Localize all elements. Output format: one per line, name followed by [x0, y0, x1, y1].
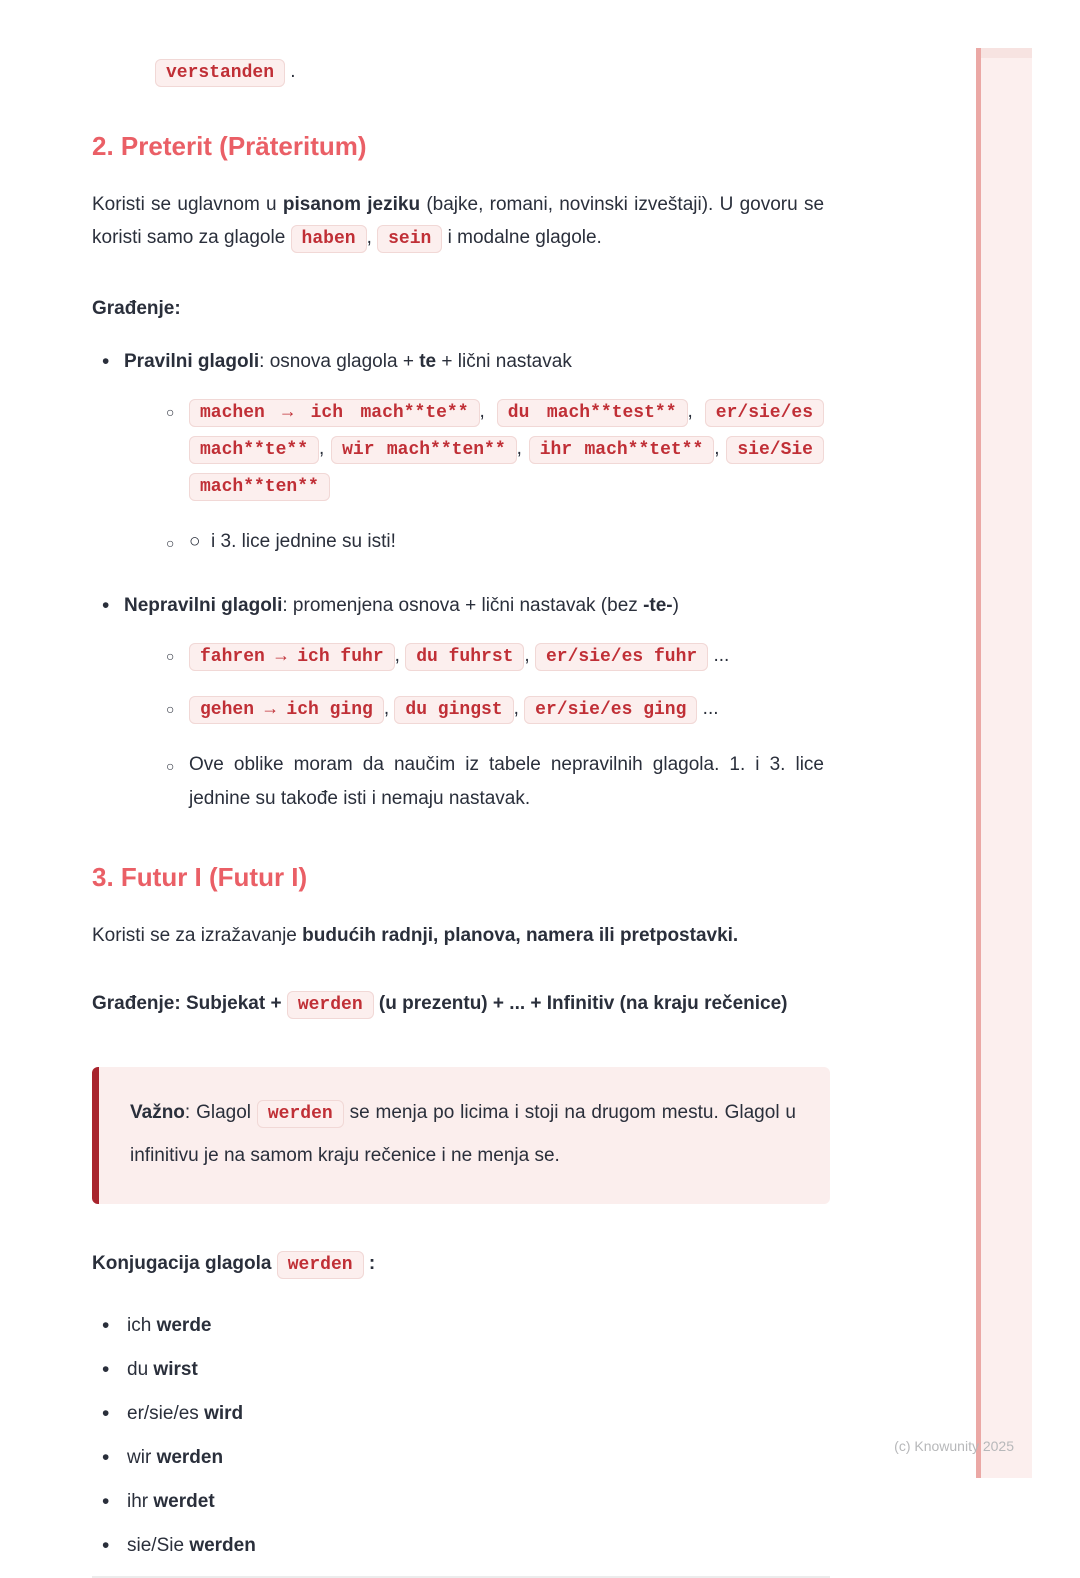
list-item-machen-conjugation: ○ machen → ich mach**te** , du mach**test** , er/sie/es mach**te** , wir mach**ten** , ihr mach**tet** , sie/Sie mach**ten** — [124, 394, 824, 505]
bold-text: Građenje: Subjekat + — [92, 993, 287, 1014]
list-item-nepravilni-glagoli — [92, 589, 824, 816]
list-item-nepravilni-note: ○ Ove oblike moram da naučim iz tabele nepravilnih glagola. 1. i 3. lice jednine su takođe isti i nemaju nastavak. — [124, 748, 824, 816]
list-item-ich-werde: • ich werde — [92, 1309, 824, 1342]
section-heading-preterit: 2. Preterit (Präteritum) — [92, 131, 367, 161]
bold-text: wird — [204, 1403, 244, 1424]
bold-text: Pravilni glagoli — [124, 351, 260, 372]
list-item-wir-werden: • wir werden — [92, 1441, 824, 1474]
section-heading-futur: 3. Futur I (Futur I) — [92, 862, 308, 892]
gradjenje-label: Građenje: — [92, 298, 181, 319]
list-item-pravilni-note: ○ ○ i 3. lice jednine su isti! — [124, 525, 824, 559]
bold-text: : — [363, 1253, 376, 1274]
important-callout — [92, 1067, 830, 1204]
pravilni-sublist — [124, 394, 824, 559]
code-chip: verstanden — [155, 59, 285, 87]
futur-intro-paragraph: Koristi se za izražavanje budućih radnji, planova, namera ili pretpostavki. — [92, 925, 739, 946]
nepravilni-sublist — [124, 638, 824, 816]
list-item-er-sie-es-wird: • er/sie/es wird — [92, 1397, 824, 1430]
callout-text: Važno: Glagol werden se menja po licima i stoji na drugom mestu. Glagol u infinitivu je na samom kraju rečenice i ne menja se. — [130, 1102, 796, 1166]
bold-text: (u prezentu) + ... + Infinitiv (na kraju rečenice) — [373, 993, 788, 1014]
bold-text: Nepravilni glagoli — [124, 595, 283, 616]
code-chip: fahren → ich fuhr — [189, 643, 395, 671]
konjugacija-list — [92, 1309, 824, 1562]
code-chip: du gingst — [394, 696, 513, 724]
bold-text: te — [419, 351, 437, 372]
document-content — [92, 0, 824, 1578]
code-chip: du mach**test** — [497, 399, 688, 427]
bold-text: werden — [189, 1535, 256, 1556]
bold-text: Konjugacija glagola — [92, 1253, 277, 1274]
list-continuation-line: verstanden . — [92, 0, 824, 91]
code-chip: er/sie/es fuhr — [535, 643, 708, 671]
code-chip: haben — [291, 225, 367, 253]
code-chip: gehen → ich ging — [189, 696, 384, 724]
list-item-pravilni-glagoli — [92, 345, 824, 559]
list-item-du-wirst: • du wirst — [92, 1353, 824, 1386]
code-chip: sein — [377, 225, 442, 253]
bold-text: werden — [156, 1447, 224, 1468]
code-chip: er/sie/es ging — [524, 696, 697, 724]
bold-text: budućih radnji, planova, namera ili pretpostavki. — [302, 925, 739, 946]
code-chip: werden — [277, 1251, 364, 1279]
nepravilni-title: Nepravilni glagoli: promenjena osnova + lični nastavak (bez -te-) — [124, 595, 679, 616]
bold-text: werde — [156, 1315, 212, 1336]
list-item-fahren-conjugation: ○ fahren → ich fuhr , du fuhrst , er/sie/es fuhr ... — [124, 638, 824, 675]
page-margin-strip — [981, 48, 1032, 1478]
konjugacija-title — [92, 1242, 824, 1287]
code-chip: wir mach**ten** — [331, 436, 517, 464]
code-chip: werden — [257, 1100, 344, 1128]
list-item-gehen-conjugation: ○ gehen → ich ging , du gingst , er/sie/es ging ... — [124, 691, 824, 728]
pravilni-title: Pravilni glagoli: osnova glagola + te + lični nastavak — [124, 351, 572, 372]
preterit-list — [92, 345, 824, 816]
bold-text: Važno — [130, 1102, 185, 1123]
list-item-sie-Sie-werden: • sie/Sie werden — [92, 1529, 824, 1562]
code-chip: du fuhrst — [405, 643, 524, 671]
code-chip: ihr mach**tet** — [529, 436, 715, 464]
code-chip: machen → ich mach**te** — [189, 399, 480, 427]
bold-text: pisanom jeziku — [282, 194, 421, 215]
bold-text: wirst — [153, 1359, 198, 1380]
code-chip: werden — [287, 991, 374, 1019]
code-chip: er/sie/es mach**te** — [189, 399, 824, 464]
bold-text: werdet — [153, 1491, 215, 1512]
copyright-footer: (c) Knowunity 2025 — [894, 1438, 1014, 1454]
code-chip: sie/Sie mach**ten** — [189, 436, 824, 501]
list-item-ihr-werdet: • ihr werdet — [92, 1485, 824, 1518]
preterit-intro-paragraph: Koristi se uglavnom u pisanom jeziku (bajke, romani, novinski izveštaji). U govoru se koristi samo za glagole haben , sein i modalne glagole. — [92, 188, 824, 256]
futur-gradjenje-paragraph — [92, 982, 824, 1027]
page-margin-strip-top — [981, 48, 1032, 58]
bold-text: -te- — [643, 595, 673, 616]
